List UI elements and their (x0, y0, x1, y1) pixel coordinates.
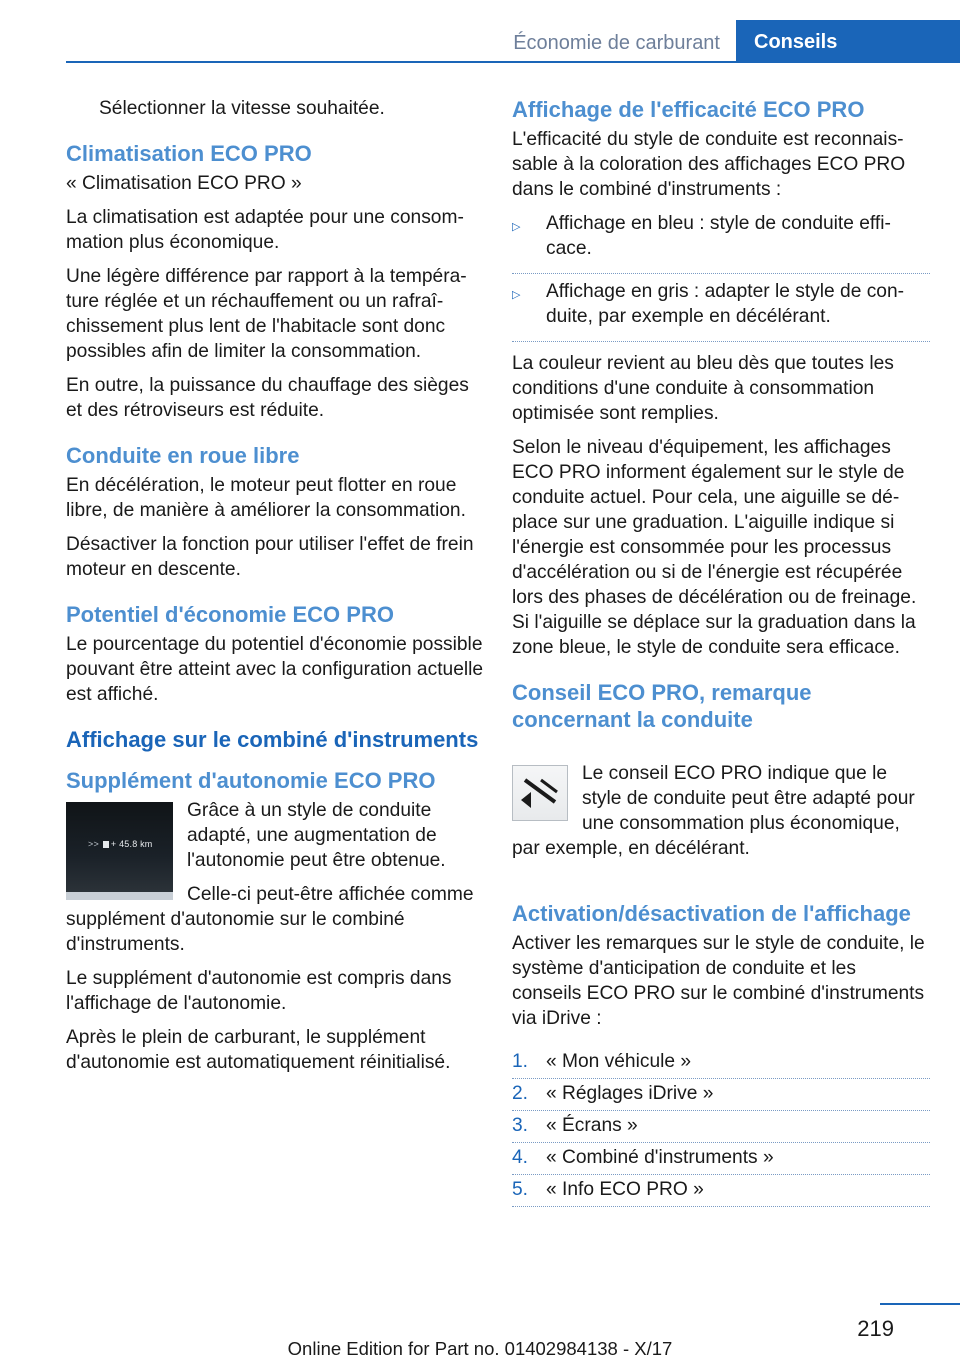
heading-roue-libre: Conduite en roue libre (66, 443, 300, 468)
heading-activation: Activation/désactivation de l'affichage (512, 901, 911, 926)
clim-paragraph-4: En outre, la puissance du chauffage des sièges et des rétroviseurs est réduite. (66, 375, 469, 421)
supplement-paragraph-1: Grâce à un style de conduite adapté, une augmentation de l'autonomie peut être obtenue. (187, 800, 446, 871)
cluster-range-value: + 45.8 km (110, 839, 153, 849)
clim-paragraph-1: « Climatisation ECO PRO » (66, 173, 302, 194)
efficacite-paragraph-2: La couleur revient au bleu dès que toutes les conditions d'une conduite à consommation optimisée sont remplies. (512, 353, 894, 424)
activation-steps (512, 1049, 930, 1207)
eco-tip-icon (517, 772, 563, 812)
edition-footer: Online Edition for Part no. 01402984138 - X/17 (287, 1338, 673, 1359)
header-section-title: Économie de carburant (513, 32, 720, 54)
conseil-paragraph: Le conseil ECO PRO indique que le style de conduite peut être adapté pour une consommation plus économique, par exemple, en décélérant. (512, 763, 915, 859)
triangle-bullet-icon: ▷ (512, 221, 521, 233)
page-number: 219 (857, 1316, 894, 1341)
efficacite-paragraph-3: Selon le niveau d'équipement, les affichages ECO PRO informent également sur le style de conduite actuel. Pour cela, une aiguille se déplace sur une graduation. L'aiguille indique si l'énergie est consommée pour les processus d'accélération ou si de l'énergie est récupérée lors des phases de décélération ou de freinage. Si l'aiguille se déplace sur la graduation dans la zone bleue, le style de conduite sera efficace. (512, 437, 917, 658)
list-item: 5. « Info ECO PRO » (512, 1177, 930, 1207)
list-item: 3. « Écrans » (512, 1113, 930, 1143)
list-item: 2. « Réglages iDrive » (512, 1081, 930, 1111)
header-tab-conseils: Conseils (736, 20, 960, 63)
list-item: 4. « Combiné d'instruments » (512, 1145, 930, 1175)
heading-efficacite: Affichage de l'efficacité ECO PRO (512, 97, 865, 122)
list-item: ▷ Affichage en bleu : style de conduite efficace. (512, 211, 930, 274)
potentiel-paragraph: Le pourcentage du potentiel d'économie possible pouvant être atteint avec la configuration actuelle est affiché. (66, 634, 484, 705)
heading-conseil: Conseil ECO PRO, remarque concernant la conduite (512, 680, 812, 732)
supplement-paragraph-4: Après le plein de carburant, le supplément d'autonomie est automatiquement réinitialisé. (66, 1027, 451, 1073)
heading-supplement: Supplément d'autonomie ECO PRO (66, 768, 436, 793)
list-item: 1. « Mon véhicule » (512, 1049, 930, 1079)
efficacite-paragraph-1: L'efficacité du style de conduite est reconnaissable à la coloration des affichages ECO PRO dans le combiné d'instruments : (512, 129, 906, 200)
cluster-image (66, 802, 173, 900)
heading-affichage-combine: Affichage sur le combiné d'instruments (66, 727, 479, 752)
left-column (66, 96, 484, 1084)
list-item: ▷ Affichage en gris : adapter le style de conduite, par exemple en décélérant. (512, 279, 930, 342)
efficacite-bullets (512, 211, 930, 342)
heading-potentiel: Potentiel d'économie ECO PRO (66, 602, 394, 627)
double-chevron-icon: >> (88, 839, 99, 849)
heading-climatisation: Climatisation ECO PRO (66, 141, 312, 166)
roue-paragraph-1: En décélération, le moteur peut flotter en roue libre, de manière à améliorer la consommation. (66, 475, 466, 521)
roue-paragraph-2: Désactiver la fonction pour utiliser l'effet de frein moteur en descente. (66, 534, 474, 580)
activation-paragraph: Activer les remarques sur le style de conduite, le système d'anticipation de conduite et les conseils ECO PRO sur le combiné d'instruments via iDrive : (512, 933, 925, 1029)
triangle-bullet-icon: ▷ (512, 289, 521, 301)
supplement-paragraph-2: Celle-ci peut-être affichée comme supplément d'autonomie sur le combiné d'instruments. (66, 884, 474, 955)
cluster-readout (88, 839, 153, 849)
clim-paragraph-2: La climatisation est adaptée pour une consommation plus économique. (66, 207, 464, 253)
clim-paragraph-3: Une légère différence par rapport à la température réglée et un réchauffement ou un rafraîchissement plus lent de l'habitacle sont donc possibles afin de limiter la consommation. (66, 266, 467, 362)
supplement-paragraph-3: Le supplément d'autonomie est compris dans l'affichage de l'autonomie. (66, 968, 452, 1014)
right-column (512, 96, 930, 1209)
tip-image (512, 741, 568, 821)
intro-text: Sélectionner la vitesse souhaitée. (99, 98, 385, 119)
footer-rule (880, 1303, 960, 1305)
fuel-pump-icon (103, 841, 109, 848)
